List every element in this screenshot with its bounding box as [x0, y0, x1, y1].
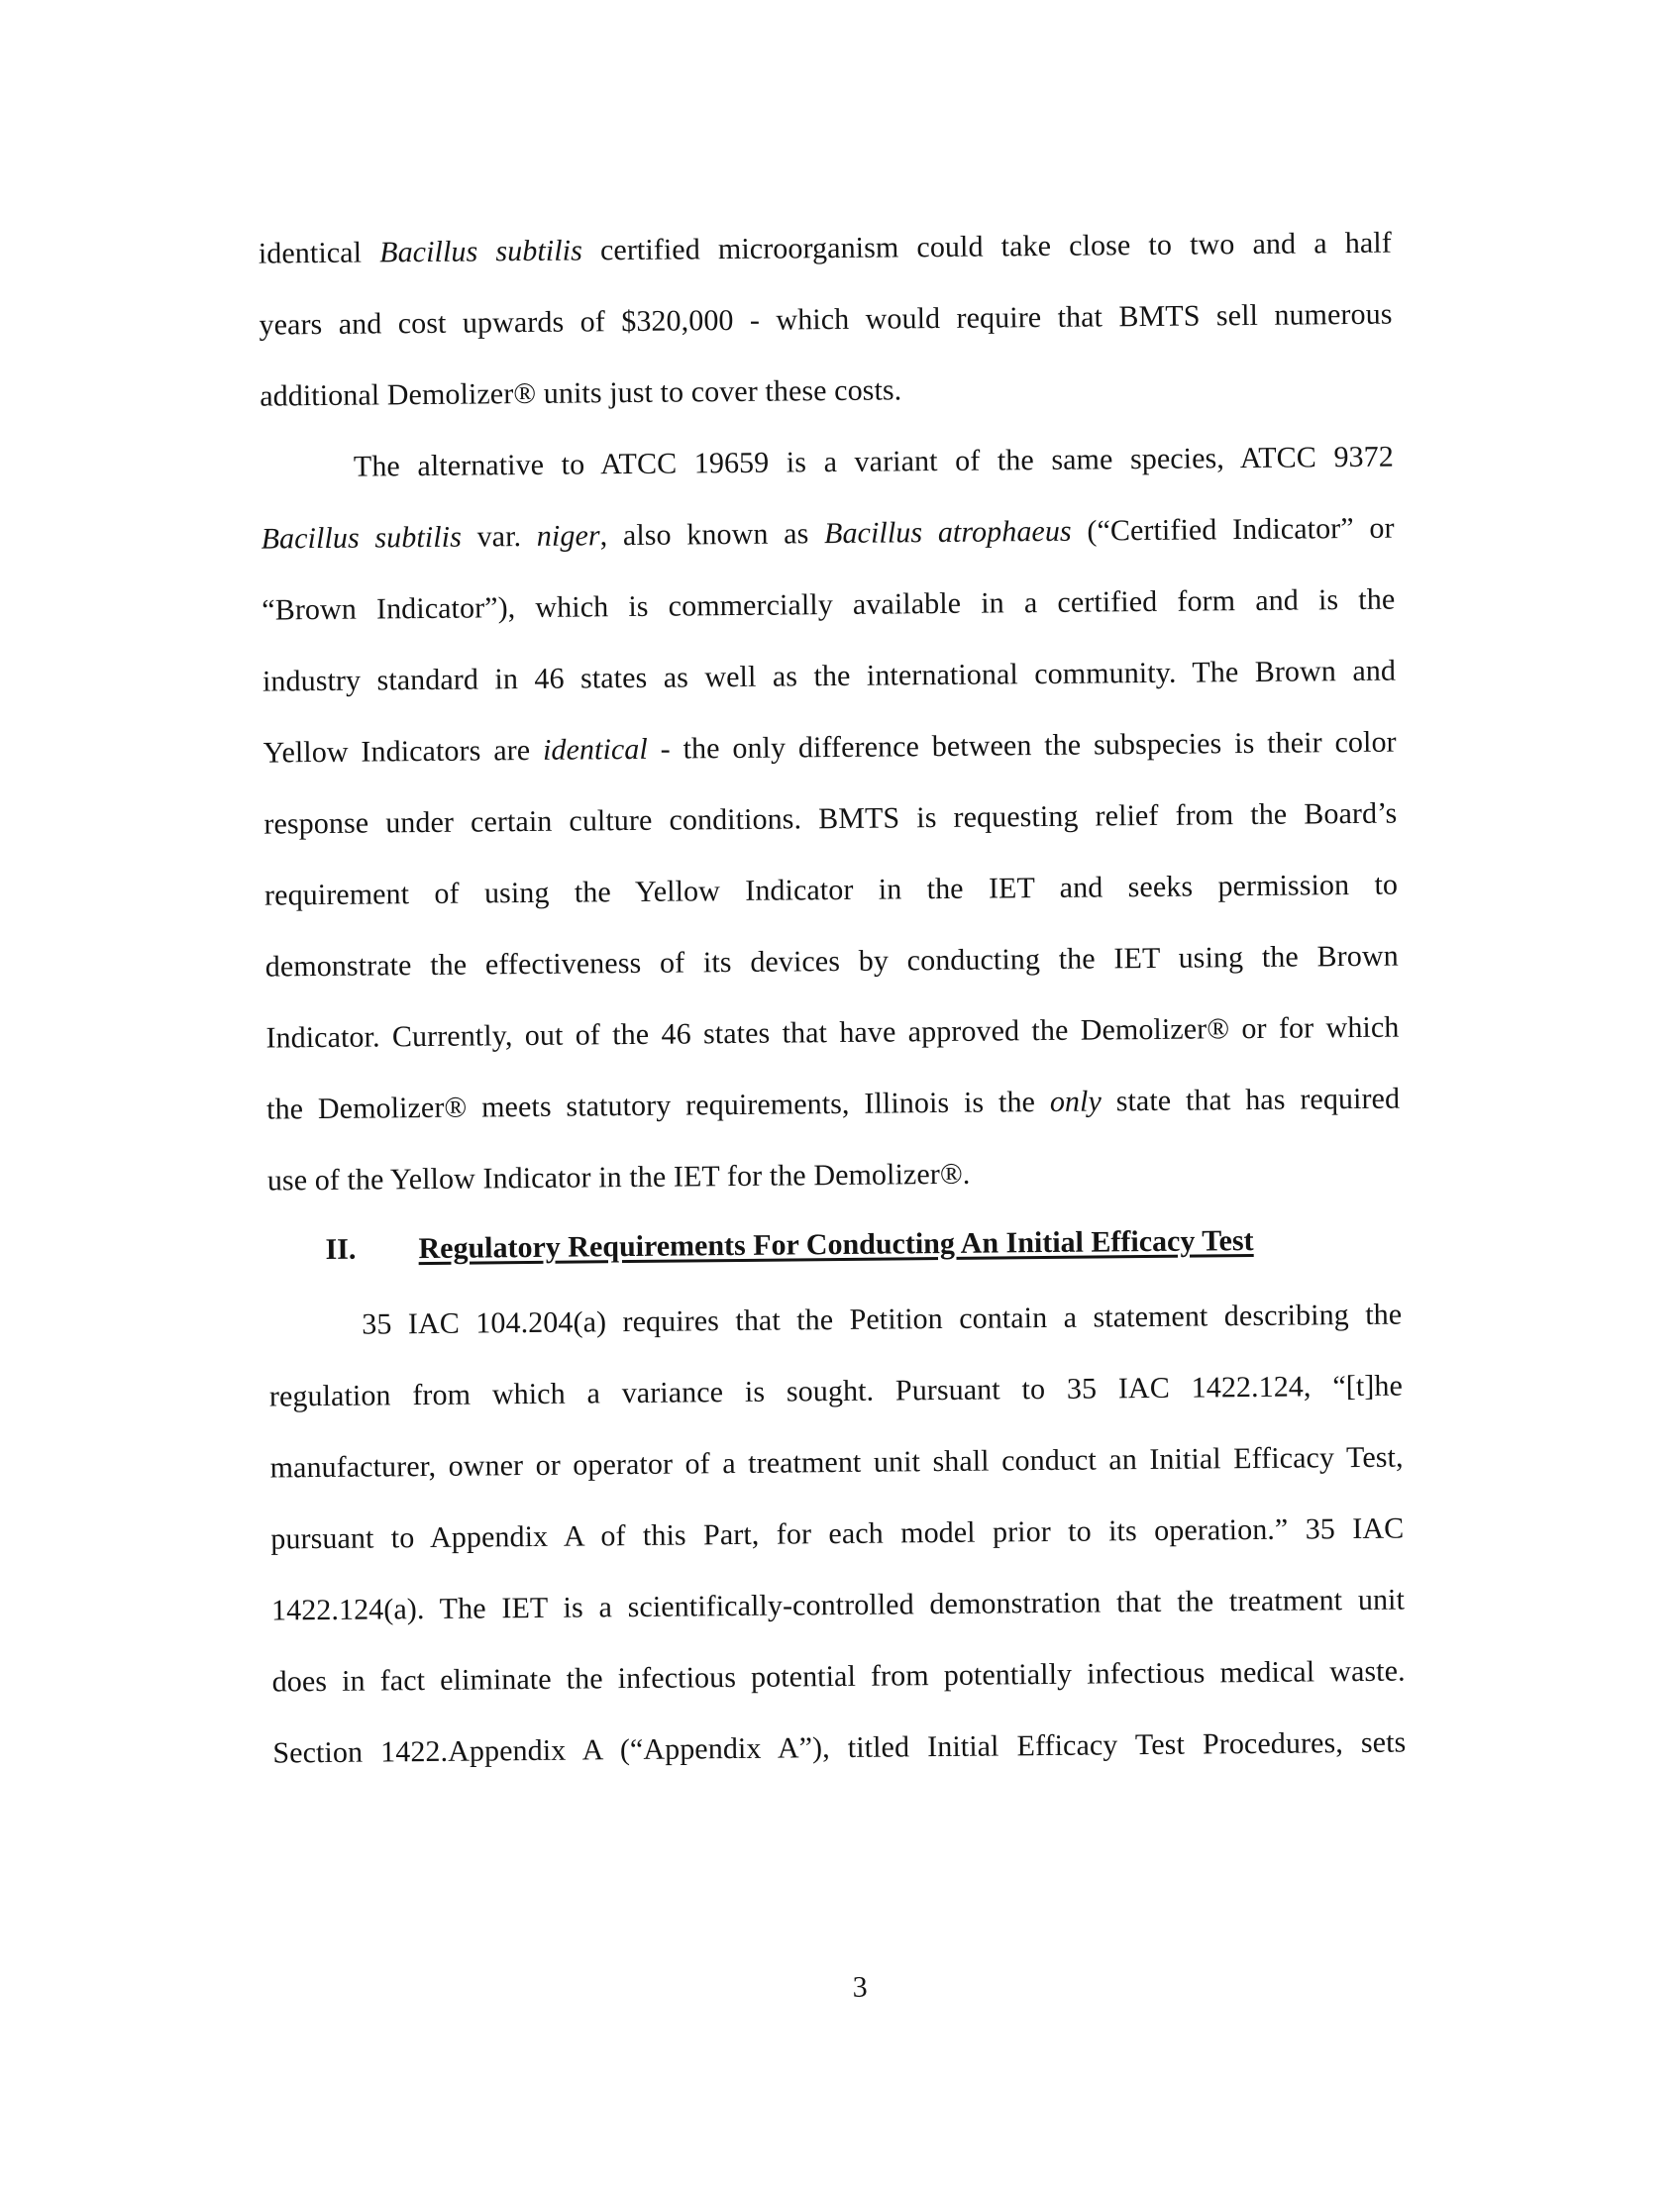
body-line: [263, 726, 1397, 771]
text-run: certified microorganism could take close to two and a half: [581, 226, 1392, 267]
body-line: [269, 1441, 1403, 1486]
text-run: additional Demolizer® units just to cover these costs.: [260, 373, 902, 413]
text-run: manufacturer, owner or operator of a treatment unit shall conduct an Initial Efficacy Test,: [269, 1440, 1404, 1485]
text-run: Section 1422.Appendix A (“Appendix A”), titled Initial Efficacy Test Procedures, sets: [272, 1725, 1407, 1770]
body-line: [362, 1299, 1402, 1342]
text-run: demonstrate the effectiveness of its devices by conducting the IET using the Brown: [264, 939, 1399, 984]
body-line: [259, 298, 1392, 343]
italic-text: Bacillus atrophaeus: [823, 514, 1072, 551]
body-line: [269, 1370, 1403, 1414]
body-line: [264, 869, 1398, 913]
italic-text: identical: [542, 732, 649, 767]
text-run: (“Certified Indicator” or: [1071, 511, 1395, 548]
text-run: the Demolizer® meets statutory requirements, Illinois is the: [266, 1085, 1051, 1126]
text-run: - the only difference between the subspecies is their color: [647, 725, 1397, 766]
text-run: The alternative to ATCC 19659 is a variant of the same species, ATCC 9372: [353, 440, 1395, 483]
text-run: years and cost upwards of $320,000 - which would require that BMTS sell numerous: [259, 297, 1393, 342]
body-line: [259, 227, 1392, 271]
body-line: [265, 940, 1399, 985]
text-run: Indicator. Currently, out of the 46 states that have approved the Demolizer® or for which: [265, 1010, 1400, 1055]
body-line: [262, 655, 1396, 699]
body-line: [267, 1158, 971, 1198]
section-number: II.: [325, 1232, 357, 1266]
body-line: [260, 373, 901, 413]
text-run: , also known as: [599, 517, 825, 553]
text-run: 35 IAC 104.204(a) requires that the Petition contain a statement describing the: [362, 1298, 1403, 1341]
body-line: [272, 1726, 1406, 1771]
text-run: var.: [461, 519, 538, 554]
italic-text: Bacillus subtilis: [379, 234, 583, 269]
body-line: [263, 797, 1397, 842]
body-line: [354, 441, 1394, 484]
italic-text: niger: [536, 519, 600, 553]
body-line: [272, 1655, 1406, 1700]
text-run: 1422.124(a). The IET is a scientifically-controlled demonstration that the treatment unit: [270, 1583, 1406, 1627]
text-run: pursuant to Appendix A of this Part, for each model prior to its operation.” 35 IAC: [270, 1511, 1405, 1556]
italic-text: Bacillus subtilis: [261, 520, 463, 556]
text-run: state that has required: [1101, 1082, 1401, 1118]
italic-text: only: [1049, 1085, 1102, 1118]
text-run: does in fact eliminate the infectious potential from potentially infectious medical waste.: [271, 1654, 1406, 1699]
text-run: industry standard in 46 states as well as the international community. The Brown and: [262, 654, 1397, 698]
text-run: “Brown Indicator”), which is commercially available in a certified form and is the: [262, 582, 1396, 627]
text-run: use of the Yellow Indicator in the IET for the Demolizer®.: [266, 1157, 971, 1198]
text-run: regulation from which a variance is sought. Pursuant to 35 IAC 1422.124, “[t]he: [268, 1369, 1404, 1413]
text-run: identical: [258, 236, 380, 270]
body-line: [262, 583, 1395, 628]
body-line: [271, 1584, 1405, 1628]
text-run: requirement of using the Yellow Indicator in the IET and seeks permission to: [263, 868, 1399, 912]
page-number: 3: [852, 1970, 868, 2004]
body-line: [261, 512, 1394, 557]
body-line: [266, 1083, 1400, 1127]
section-title: Regulatory Requirements For Conducting An Initial Efficacy Test: [418, 1223, 1254, 1266]
text-run: Yellow Indicators are: [262, 733, 544, 770]
body-line: [265, 1011, 1399, 1056]
text-run: response under certain culture conditions. BMTS is requesting relief from the Board’s: [263, 796, 1398, 841]
section-heading: [325, 1223, 1315, 1273]
body-line: [270, 1512, 1404, 1557]
